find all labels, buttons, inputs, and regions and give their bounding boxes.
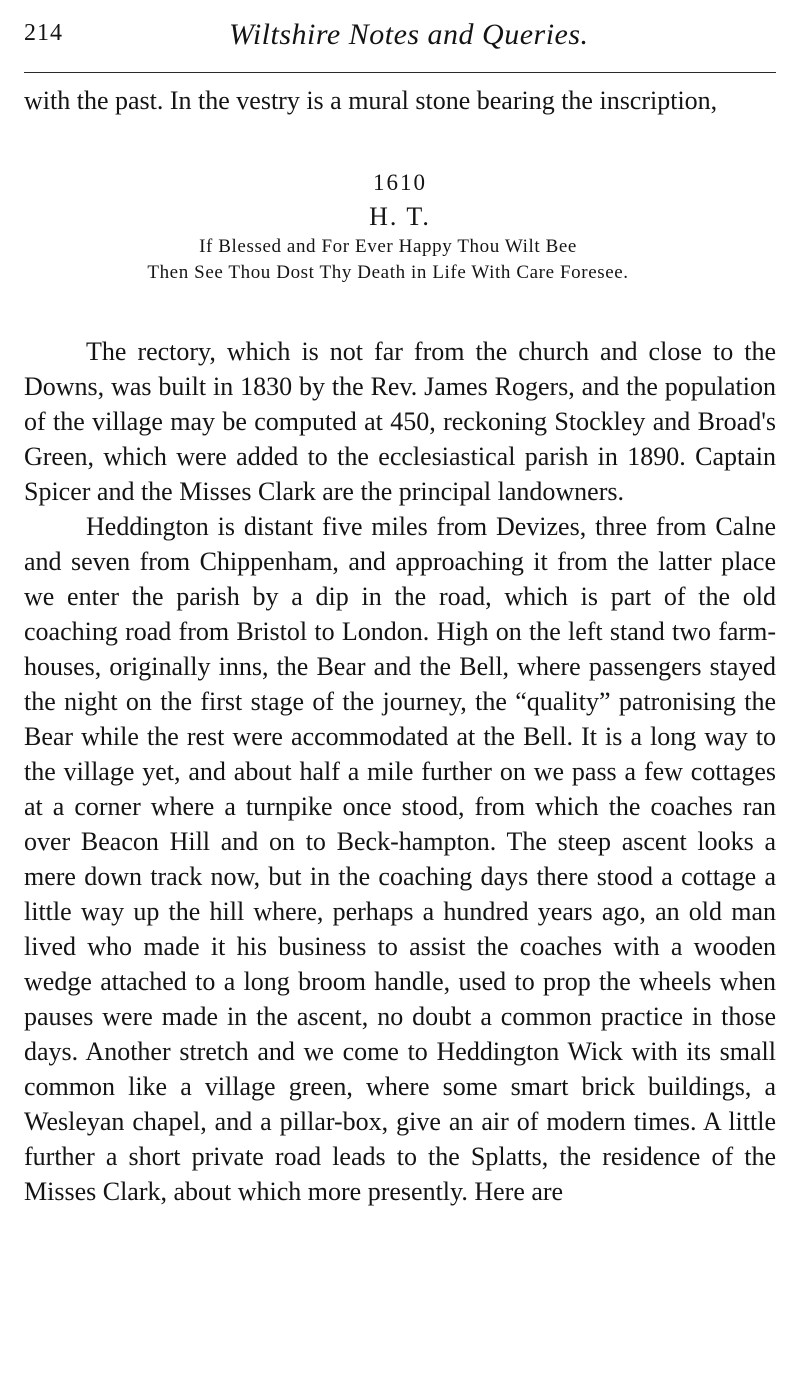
page-number: 214 (24, 20, 63, 46)
paragraph-rectory: The rectory, which is not far from the church and close to the Downs, was built in 1830 by the Rev. James Rogers, and the population of the village may be computed at 450, reckoning Stockley and Broad's Green, which were added to the ecclesiastical parish in 1890. Captain Spicer and the Misses Clark are the principal landowners. (24, 337, 776, 506)
running-title: Wiltshire Notes and Queries. (229, 18, 589, 51)
body-text (24, 334, 776, 1209)
opening-text: with the past. In the vestry is a mural stone bearing the inscription, (24, 86, 718, 115)
inscription-initials: H. T. (369, 202, 431, 231)
header-rule (24, 72, 776, 73)
inscription-line-1: If Blessed and For Ever Happy Thou Wilt Bee (199, 236, 577, 257)
page-header (24, 18, 774, 58)
inscription-year: 1610 (373, 170, 427, 195)
inscription-line-2: Then See Thou Dost Thy Death in Life With Care Foresee. (147, 262, 629, 283)
inscription (24, 166, 776, 286)
paragraph-heddington: Heddington is distant five miles from Devizes, three from Calne and seven from Chippenham, and approaching it from the latter place we enter the parish by a dip in the road, which is part of the old coaching road from Bristol to London. High on the left stand two farm-houses, originally inns, the Bear and the Bell, where passengers stayed the night on the first stage of the journey, the “quality” patronising the Bear while the rest were accommodated at the Bell. It is a long way to the village yet, and about half a mile further on we pass a few cottages at a corner where a turnpike once stood, from which the coaches ran over Beacon Hill and on to Beck-hampton. The steep ascent looks a mere down track now, but in the coaching days there stood a cottage a little way up the hill where, perhaps a hundred years ago, an old man lived who made it his business to assist the coaches with a wooden wedge attached to a long broom handle, used to prop the wheels when pauses were made in the ascent, no doubt a common practice in those days. Another stretch and we come to Heddington Wick with its small common like a village green, where some smart brick buildings, a Wesleyan chapel, and a pillar-box, give an air of modern times. A little further a short private road leads to the Splatts, the residence of the Misses Clark, about which more presently. Here are (24, 512, 776, 1206)
